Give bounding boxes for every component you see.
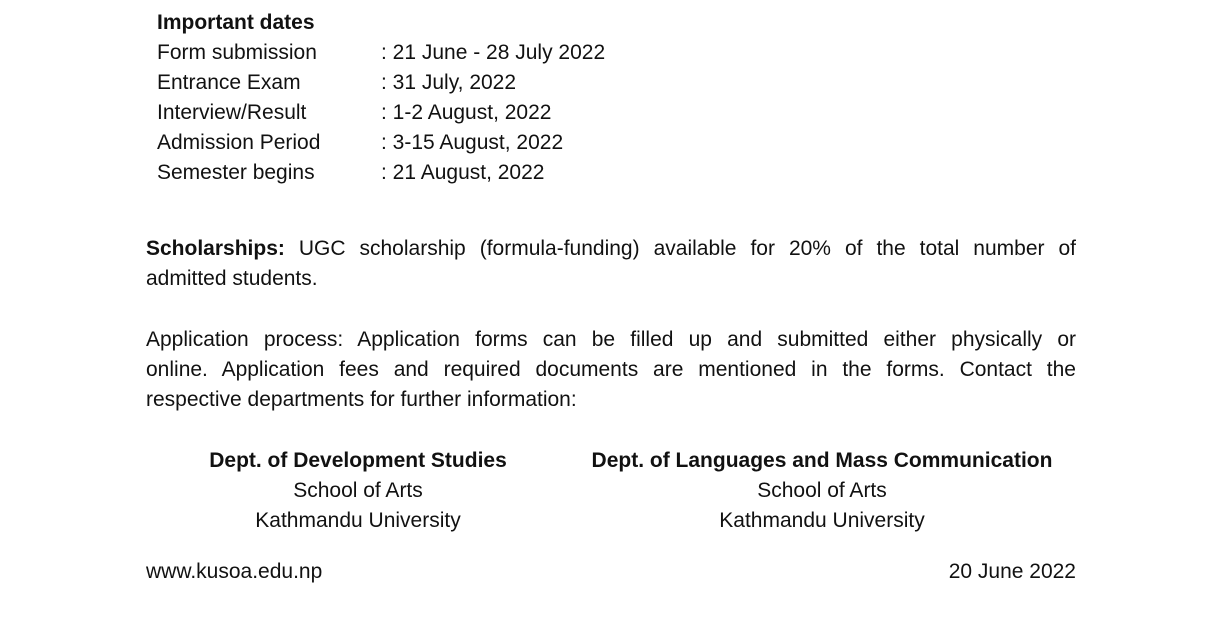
- department-university: Kathmandu University: [255, 509, 461, 532]
- date-value: : 3-15 August, 2022: [381, 131, 564, 154]
- scholarships-label: Scholarships:: [146, 237, 285, 260]
- date-label: Interview/Result: [157, 101, 307, 124]
- department-school: School of Arts: [757, 479, 887, 502]
- department-university: Kathmandu University: [719, 509, 925, 532]
- application-line-3: respective departments for further information:: [146, 388, 577, 411]
- date-row-admission-period: [157, 128, 657, 158]
- application-line-2: online. Application fees and required documents are mentioned in the forms. Contact the: [146, 358, 1076, 381]
- application-process-paragraph: [146, 325, 1076, 415]
- date-value: : 21 June - 28 July 2022: [381, 41, 606, 64]
- scholarships-paragraph: [146, 234, 1076, 294]
- important-dates-heading: Important dates: [157, 11, 315, 34]
- scholarships-text: UGC scholarship (formula-funding) available for 20% of the total number of: [284, 237, 1076, 260]
- department-name: Dept. of Development Studies: [209, 449, 507, 472]
- scholarships-line-2: admitted students.: [146, 267, 318, 290]
- date-label: Semester begins: [157, 161, 315, 184]
- date-value: : 31 July, 2022: [381, 71, 517, 94]
- application-line-1: Application process: Application forms can be filled up and submitted either physically or: [146, 328, 1076, 351]
- date-label: Entrance Exam: [157, 71, 301, 94]
- date-label: Admission Period: [157, 131, 321, 154]
- date-row-entrance-exam: [157, 68, 657, 98]
- website-text: www.kusoa.edu.np: [146, 560, 323, 583]
- department-development-studies: [178, 446, 538, 536]
- department-school: School of Arts: [293, 479, 423, 502]
- scholarships-line-1: [146, 234, 1076, 264]
- date-value: : 21 August, 2022: [381, 161, 545, 184]
- important-dates-section: [157, 8, 657, 188]
- date-row-interview-result: [157, 98, 657, 128]
- date-value: : 1-2 August, 2022: [381, 101, 552, 124]
- date-row-semester-begins: [157, 158, 657, 188]
- date-label: Form submission: [157, 41, 317, 64]
- document-date: 20 June 2022: [948, 560, 1076, 583]
- department-languages-mass-communication: [572, 446, 1072, 536]
- date-row-form-submission: [157, 38, 657, 68]
- department-name: Dept. of Languages and Mass Communication: [591, 449, 1053, 472]
